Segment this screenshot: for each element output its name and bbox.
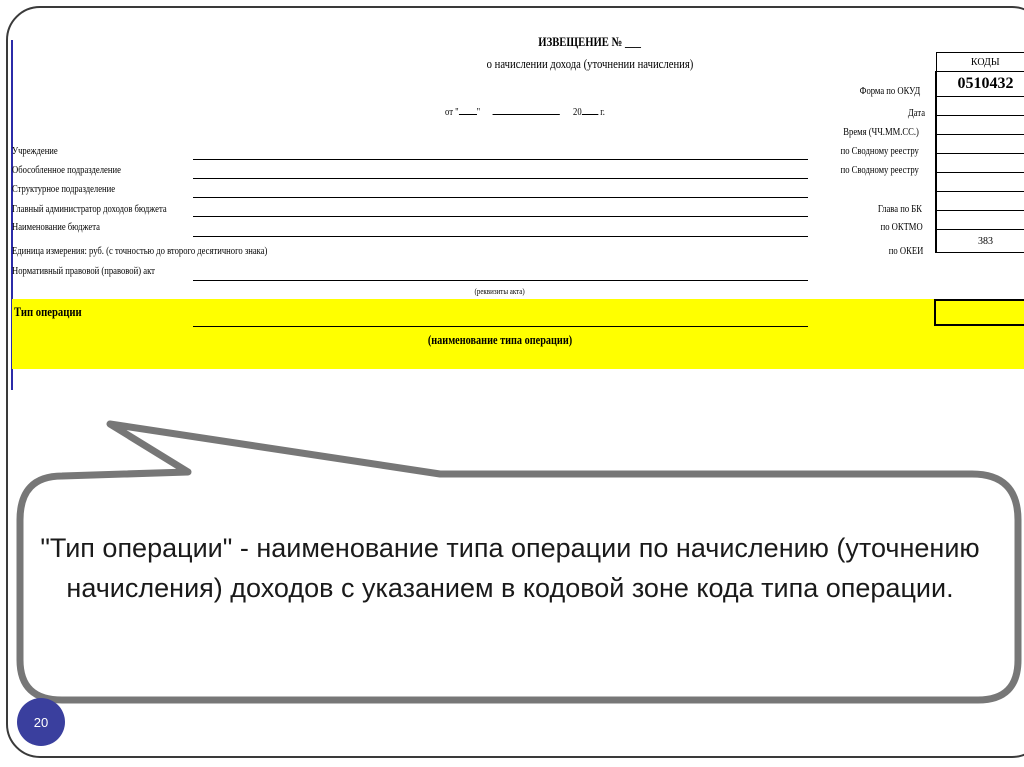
- form-title: ИЗВЕЩЕНИЕ № ___: [538, 34, 642, 49]
- label-separate-division: Обособленное подразделение: [12, 165, 121, 176]
- code-label-okud: Форма по ОКУД: [859, 86, 921, 97]
- label-unit-of-measure: Единица измерения: руб. (с точностью до второго десятичного знака): [12, 246, 268, 257]
- label-legal-act: Нормативный правовой (правовой) акт: [12, 266, 155, 277]
- codes-header: КОДЫ: [936, 53, 1024, 72]
- code-label-registry-1: по Сводному реестру: [840, 146, 919, 157]
- code-value-okud: 0510432: [936, 72, 1024, 97]
- date-line: от " " 20 г.: [445, 107, 605, 118]
- page-number-badge: [17, 698, 65, 746]
- form-title-text: ИЗВЕЩЕНИЕ №: [538, 34, 623, 49]
- code-label-oktmo: по ОКТМО: [880, 222, 923, 233]
- code-label-date: Дата: [907, 108, 926, 119]
- code-value-okei: 383: [936, 230, 1024, 253]
- code-label-registry-2: по Сводному реестру: [840, 165, 919, 176]
- label-budget-name: Наименование бюджета: [12, 222, 100, 233]
- callout-text: "Тип операции" - наименование типа операции по начислению (уточнению начисления) доходов с указанием в кодовой зоне кода типа операции.: [40, 533, 980, 603]
- code-label-time: Время (ЧЧ.ММ.СС.): [843, 127, 919, 138]
- page-number: 20: [33, 714, 49, 730]
- code-label-okei: по ОКЕИ: [888, 246, 924, 257]
- code-label-bk: Глава по БК: [878, 204, 923, 215]
- label-institution: Учреждение: [12, 146, 58, 157]
- label-structural-division: Структурное подразделение: [12, 184, 116, 195]
- form-subtitle: о начислении дохода (уточнении начисления): [486, 56, 694, 71]
- operation-type-label: Тип операции: [14, 304, 82, 319]
- operation-type-caption: (наименование типа операции): [427, 333, 573, 347]
- act-caption: (реквизиты акта): [474, 286, 526, 296]
- label-chief-administrator: Главный администратор доходов бюджета: [12, 204, 167, 215]
